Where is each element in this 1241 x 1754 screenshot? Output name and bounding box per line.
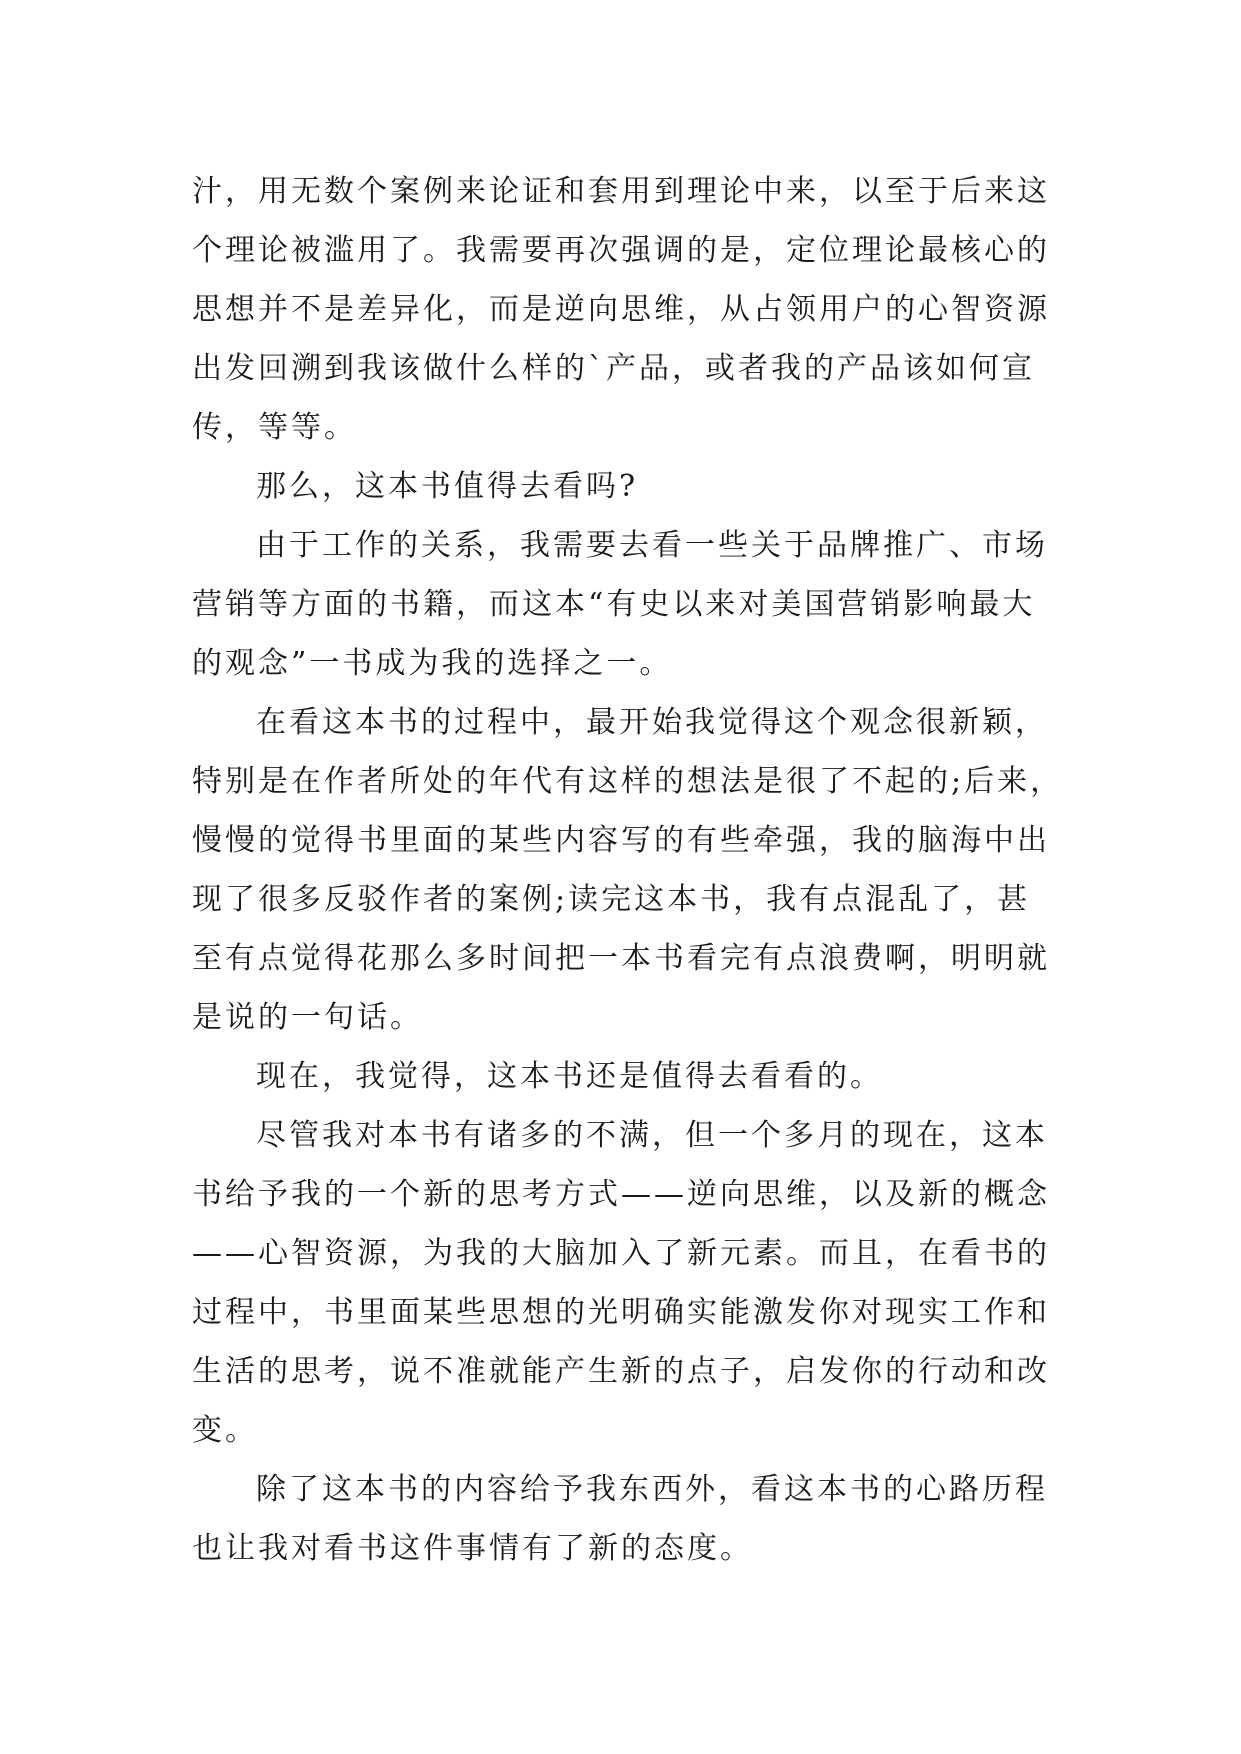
text-line: 在看这本书的过程中，最开始我觉得这个观念很新颖， (256, 705, 1048, 740)
text-line: 是说的一句话。 (192, 1000, 423, 1035)
paragraph-2 (192, 457, 1062, 516)
text-line: 过程中，书里面某些思想的光明确实能激发你对现实工作和 (192, 1295, 1050, 1330)
text-line: ——心智资源，为我的大脑加入了新元素。而且，在看书的 (192, 1236, 1050, 1271)
text-line: 生活的思考，说不准就能产生新的点子，启发你的行动和改 (192, 1354, 1050, 1389)
text-line: 现在，我觉得，这本书还是值得去看看的。 (256, 1059, 883, 1094)
text-line: 变。 (192, 1413, 258, 1448)
text-line: 的观念”一书成为我的选择之一。 (192, 646, 673, 681)
text-line: 除了这本书的内容给予我东西外，看这本书的心路历程 (256, 1472, 1048, 1507)
paragraph-6 (192, 1106, 1062, 1460)
text-line: 由于工作的关系，我需要去看一些关于品牌推广、市场 (256, 528, 1048, 563)
body-text (192, 162, 1062, 1578)
paragraph-1 (192, 162, 1062, 457)
paragraph-4 (192, 693, 1062, 1047)
paragraph-7 (192, 1460, 1062, 1578)
text-line: 书给予我的一个新的思考方式——逆向思维，以及新的概念 (192, 1177, 1050, 1212)
text-line: 慢慢的觉得书里面的某些内容写的有些牵强，我的脑海中出 (192, 823, 1050, 858)
text-line: 思想并不是差异化，而是逆向思维，从占领用户的心智资源 (192, 292, 1050, 327)
text-line: 个理论被滥用了。我需要再次强调的是，定位理论最核心的 (192, 233, 1050, 268)
text-line: 传，等等。 (192, 410, 357, 445)
paragraph-3 (192, 516, 1062, 693)
text-line: 也让我对看书这件事情有了新的态度。 (192, 1531, 753, 1566)
text-line: 至有点觉得花那么多时间把一本书看完有点浪费啊，明明就 (192, 941, 1050, 976)
text-line: 现了很多反驳作者的案例;读完这本书，我有点混乱了，甚 (192, 882, 1031, 917)
text-line: 特别是在作者所处的年代有这样的想法是很了不起的;后来， (192, 764, 1064, 799)
text-line: 营销等方面的书籍，而这本“有史以来对美国营销影响最大 (192, 587, 1036, 622)
text-line: 汁，用无数个案例来论证和套用到理论中来，以至于后来这 (192, 174, 1050, 209)
text-line: 尽管我对本书有诸多的不满，但一个多月的现在，这本 (256, 1118, 1048, 1153)
text-line: 那么，这本书值得去看吗? (256, 469, 639, 504)
text-line: 出发回溯到我该做什么样的`产品，或者我的产品该如何宣 (192, 351, 1035, 386)
paragraph-5 (192, 1047, 1062, 1106)
